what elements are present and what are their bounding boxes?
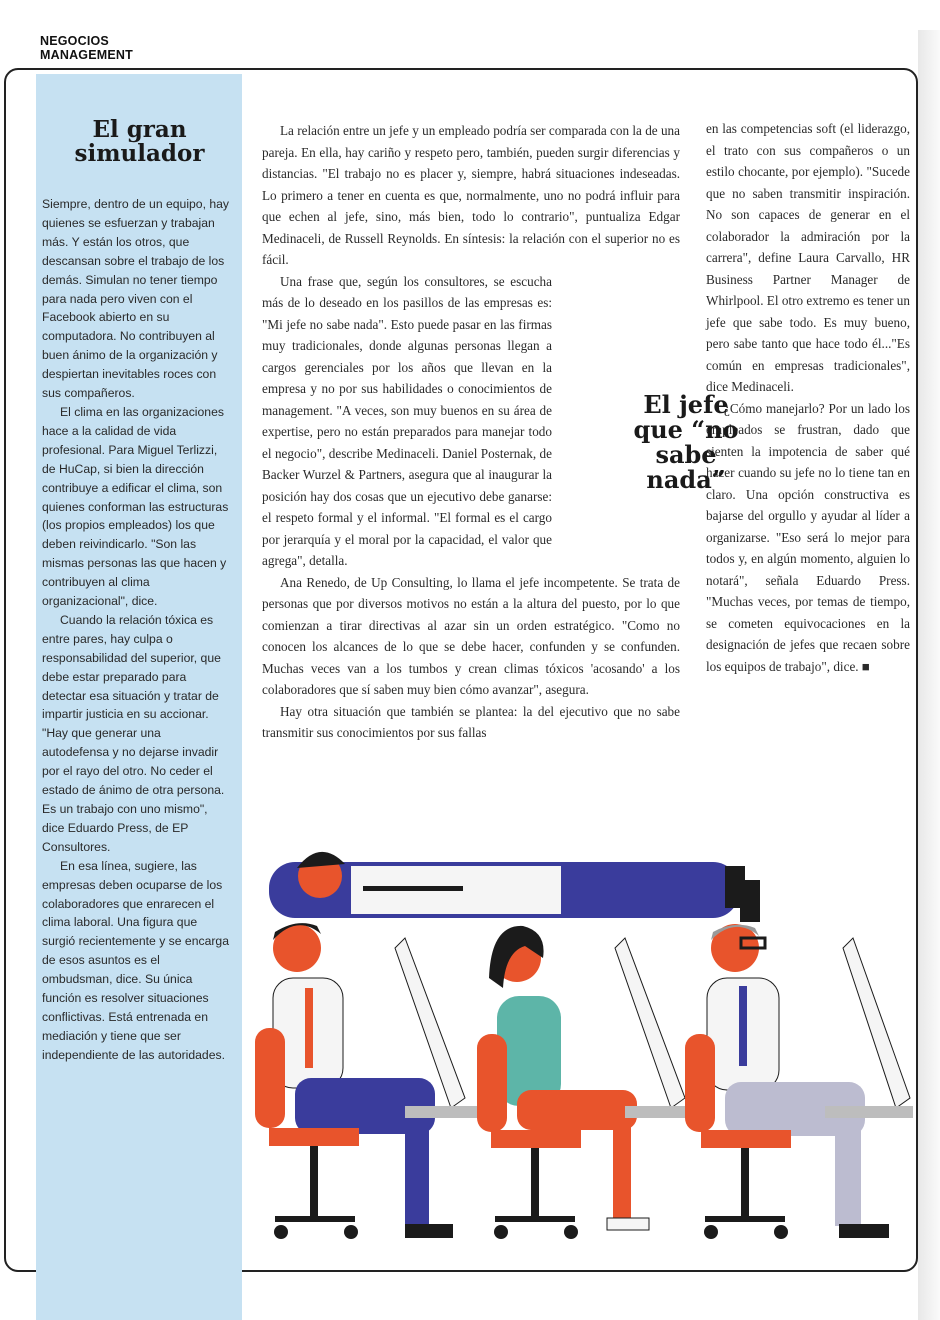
office-illustration (255, 828, 915, 1260)
article-paragraph: en las competencias soft (el liderazgo, el trato con sus compañeros o un estilo chocante, por ejemplo). "Sucede que no saben transmitir inspiración. No son capaces de generar en el colaborador la admiración por la carrera", define Laura Carvallo, HR Business Partner Manager de Whirlpool. El otro extremo es tener un jefe que sabe todo. Es muy bueno, pero sabe tanto que hace todo él..."Es común en empresas tradicionales", dice Medinaceli. (706, 121, 910, 394)
worker-right-figure (685, 924, 913, 1239)
article-paragraph: Ana Renedo, de Up Consulting, lo llama el jefe incompetente. Se trata de personas que por diversos motivos no están a la altura del puesto, por lo que comienzan a tirar directivas al azar sin un orden estratégico. "Como no conocen los alcances de lo que se debe hacer, confunden y se confunden. Muchas veces van a los tumbos y crean climas tóxicos 'acosando' a los colaboradores que sí saben muy bien cómo avanzar", asegura. (262, 574, 680, 697)
sidebar-paragraph: Cuando la relación tóxica es entre pares, hay culpa o responsabilidad del superior, que debe estar preparado para detectar esa situación y tratar de impartir justicia en su accionar. "Hay que generar una autodefensa y no dejarse invadir por el rayo del otro. No ceder el estado de ánimo de otra persona. Es un trabajo con uno mismo", dice Eduardo Press, de EP Consultores. (42, 612, 225, 854)
worker-left-figure (255, 923, 495, 1239)
pull-quote: El jefe que “no sabe nada” (633, 390, 739, 494)
article-paragraph: Hay otra situación que también se plantea: la del ejecutivo que no sabe transmitir sus conocimientos por sus fallas (262, 703, 680, 740)
article-column-1 (262, 120, 680, 744)
article-paragraph: ¿Cómo manejarlo? Por un lado los empleados se frustran, dado que sienten la impotencia de saber qué hacer cuando su jefe no lo tiene tan en claro. Una opción constructiva es bajarse del orgullo y ayudar al líder a organizarse. "Eso será lo mejor para todos y, en algún momento, alguien lo notará", señala Eduardo Press. "Muchas veces, por temas de tiempo, se cometen equivocaciones en la designación de jefes que recaen sobre los equipos de trabajo", dice. ■ (706, 400, 910, 674)
article-paragraph: Una frase que, según los consultores, se escucha más de lo deseado en los pasillos de las empresas es: "Mi jefe no sabe nada". Esto puede pasar en las firmas muy tradicionales, donde algunas personas llegan a cargos gerenciales por los años que llevan en la empresa y no por sus habilidades o conocimientos de management. "A veces, son muy buenos en su área de expertise, pero no están preparados para manejar todo el negocio", describe Medinaceli. Daniel Posternak, de Backer Wurzel & Partners, asegura que al inaugurar la posición hay dos cosas que un ejecutivo debe ganarse: el respeto formal y el informal. "El formal es el cargo por jerarquía y el moral por la capacidad, el valor que agrega", detalla. (262, 273, 552, 568)
section-label: NEGOCIOS MANAGEMENT (40, 34, 133, 62)
page-fold-shadow (918, 30, 940, 1320)
sidebar-paragraph: El clima en las organizaciones hace a la calidad de vida profesional. Para Miguel Terlizzi, de HuCap, si bien la dirección contribuye a edificar el clima, son quienes conforman las estructuras (los propios empleados) los que deben reivindicarlo. "Son las mismas personas las que hacen y contribuyen al clima organizacional", dice. (42, 404, 229, 609)
sidebar-paragraph: Siempre, dentro de un equipo, hay quienes se esfuerzan y trabajan más. Y están los otros, que descansan sobre el trabajo de los demás. Simulan no tener tiempo para nada pero viven con el Facebook abierto en su computadora. No contribuyen al buen ánimo de la organización y despiertan inevitables roces con sus compañeros. (42, 197, 230, 401)
sidebar-body (42, 195, 230, 1065)
article-paragraph: La relación entre un jefe y un empleado podría ser comparada con la de una pareja. En ella, hay cariño y respeto pero, también, pueden surgir diferencias y distancias. "El trabajo no es placer y, siempre, habrá situaciones indeseadas. Lo primero a tener en cuenta es que, normalmente, uno no podrá influir para que echen al jefe, sino, más bien, todo lo contrario", puntualiza Edgar Medinaceli, de Russell Reynolds. En síntesis: la relación con el superior no es fácil. (262, 123, 680, 267)
sidebar-paragraph: En esa línea, sugiere, las empresas deben ocuparse de los colaboradores que enrarecen el clima laboral. Una figura que surgió recientemente y se encarga de esos asuntos es el ombudsman, dice. Su única función es resolver situaciones conflictivas. Está entrenada en mediación y tiene que ser independiente de las autoridades. (42, 858, 229, 1062)
worker-middle-figure (477, 926, 715, 1239)
lying-boss-figure (269, 852, 760, 922)
sidebar-title: El gran simulador (74, 116, 205, 167)
